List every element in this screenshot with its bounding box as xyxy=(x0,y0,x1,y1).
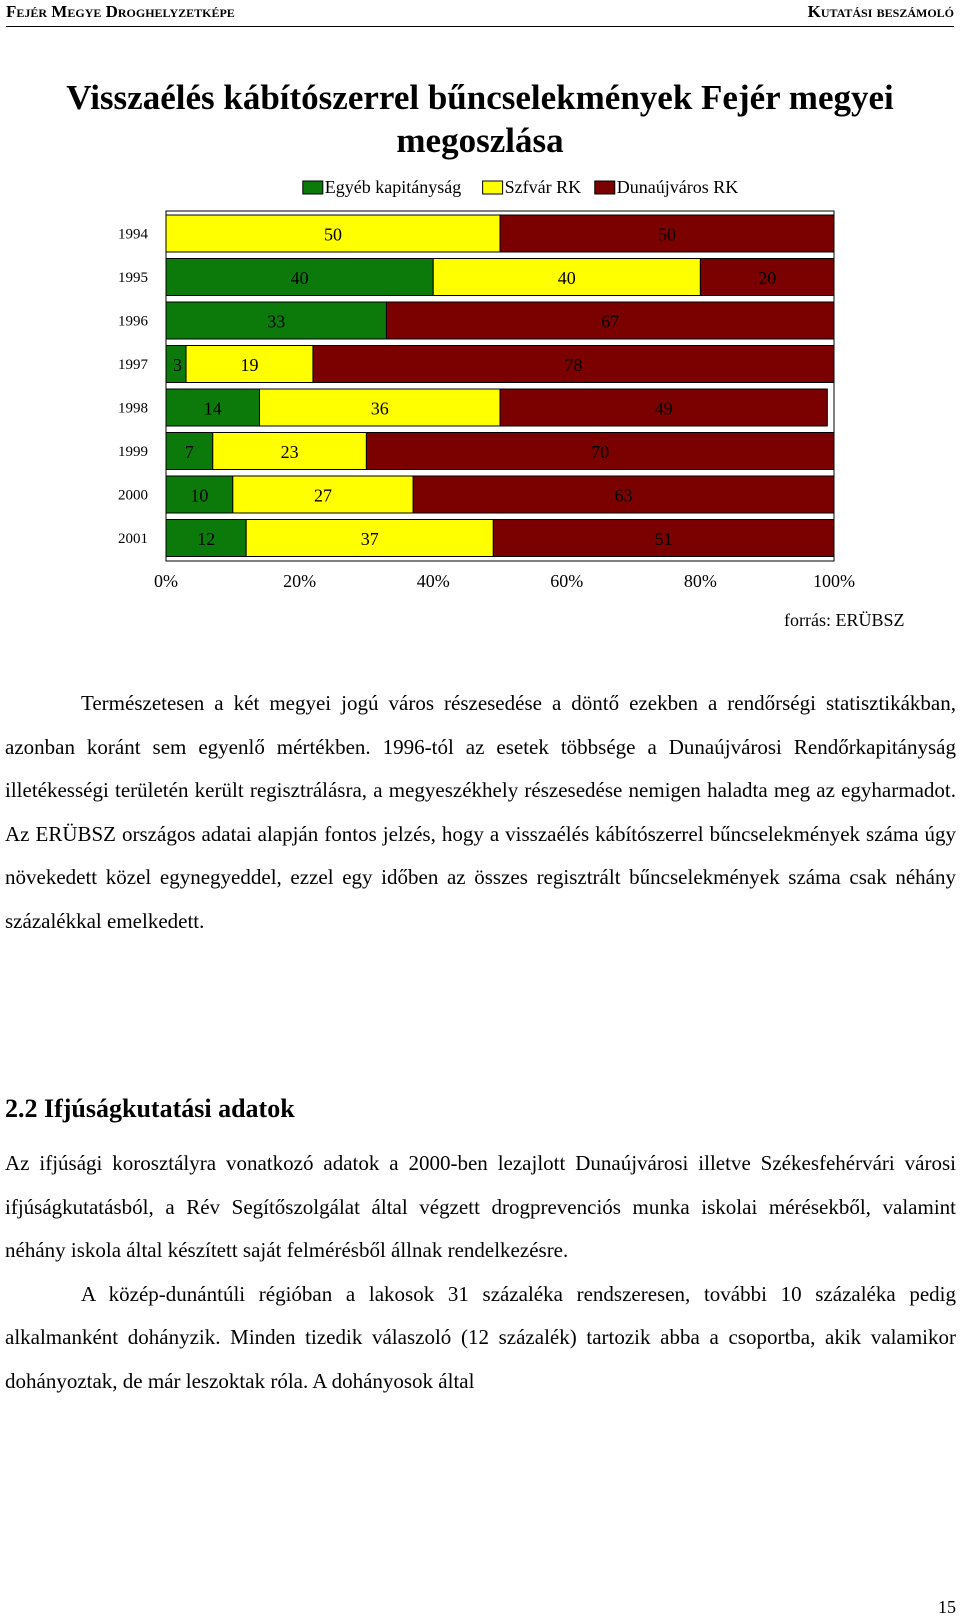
data-label-2000-2: 63 xyxy=(614,485,633,506)
category-label-1998: 1998 xyxy=(118,400,148,417)
x-tick-label-2: 40% xyxy=(416,571,450,591)
body-paragraph-block-1 xyxy=(5,682,956,943)
body-paragraph-2: Az ifjúsági korosztályra vonatkozó adatok a 2000-ben lezajlott Dunaújvárosi illetve Székesfehérvári városi ifjúságkutatásból, a Rév Segítőszolgálat által végzett drogprevenciós munka iskolai mérésekből, valamint néhány iskola által készített saját felmérésből állnak rendelkezésre. xyxy=(5,1151,956,1262)
legend-label-2: Dunaújváros RK xyxy=(616,177,739,197)
body-paragraph-3: A közép-dunántúli régióban a lakosok 31 százaléka rendszeresen, további 10 százaléka pedig alkalmanként dohányzik. Minden tizedik válaszoló (12 százalék) tartozik abba a csoportba, akik valamikor dohányoztak, de már leszoktak róla. A dohányosok által xyxy=(5,1281,956,1393)
data-label-1996-2: 67 xyxy=(601,311,620,332)
page-number: 15 xyxy=(938,1597,956,1617)
chart-source-note: forrás: ERÜBSZ xyxy=(784,610,905,630)
x-tick-label-5: 100% xyxy=(813,571,855,591)
body-paragraph-block-2 xyxy=(5,1142,956,1403)
data-label-1995-2: 20 xyxy=(758,268,777,288)
x-tick-label-4: 80% xyxy=(683,571,717,591)
running-header-left: Fejér Megye Droghelyzetképe xyxy=(6,2,235,21)
legend-swatch-0 xyxy=(303,181,323,194)
x-tick-label-0: 0% xyxy=(154,571,178,591)
category-label-2000: 2000 xyxy=(118,487,148,504)
category-label-2001: 2001 xyxy=(118,531,148,547)
category-label-1994: 1994 xyxy=(118,226,148,243)
data-label-1997-0: 3 xyxy=(173,355,182,375)
data-label-2001-2: 51 xyxy=(654,529,673,549)
stacked-bar-chart xyxy=(0,175,960,605)
data-label-1999-0: 7 xyxy=(184,442,194,462)
running-header xyxy=(6,0,954,27)
data-label-1998-1: 36 xyxy=(370,398,389,419)
data-label-1994-1: 50 xyxy=(324,224,342,245)
body-paragraph-1: Természetesen a két megyei jogú város részesedése a döntő ezekben a rendőrségi statisztikákban, azonban koránt sem egyenlő mértékben. 1996-tól az esetek többsége a Dunaújvárosi Rendőrkapitányság illetékességi területén került regisztrálásra, a megyeszékhely részesedése nemigen haladta meg az egyharmadot. Az ERÜBSZ országos adatai alapján fontos jelzés, hogy a visszaélés kábítószerrel bűncselekmények száma úgy növekedett közel egynegyeddel, ezzel egy időben az összes regisztrált bűncselekmények száma csak néhány százalékkal emelkedett. xyxy=(5,691,956,933)
data-label-1998-0: 14 xyxy=(203,398,222,419)
legend-label-0: Egyéb kapitányság xyxy=(324,177,462,197)
category-label-1995: 1995 xyxy=(118,270,148,286)
data-label-1999-1: 23 xyxy=(280,442,299,462)
category-label-1997: 1997 xyxy=(118,357,148,373)
x-tick-label-3: 60% xyxy=(550,571,584,591)
x-tick-label-1: 20% xyxy=(283,571,317,591)
data-label-2001-1: 37 xyxy=(360,529,379,549)
category-label-1996: 1996 xyxy=(118,313,148,330)
data-label-2000-0: 10 xyxy=(190,485,209,506)
data-label-1999-2: 70 xyxy=(591,442,610,462)
legend-swatch-1 xyxy=(483,181,503,194)
data-label-1995-0: 40 xyxy=(290,268,309,288)
chart-title: Visszaélés kábítószerrel bűncselekmények Fejér megyei megoszlása xyxy=(66,78,894,160)
data-label-2000-1: 27 xyxy=(313,485,332,506)
data-label-1995-1: 40 xyxy=(557,268,576,288)
data-label-1994-2: 50 xyxy=(658,224,676,245)
data-label-1998-2: 49 xyxy=(654,398,673,419)
data-label-1996-0: 33 xyxy=(267,311,286,332)
category-label-1999: 1999 xyxy=(118,444,148,460)
data-label-1997-1: 19 xyxy=(240,355,259,375)
data-label-1997-2: 78 xyxy=(564,355,583,375)
running-header-right: Kutatási beszámoló xyxy=(807,2,954,21)
legend-swatch-2 xyxy=(595,181,615,194)
data-label-2001-0: 12 xyxy=(197,529,216,549)
legend-label-1: Szfvár RK xyxy=(504,177,582,197)
section-heading: 2.2 Ifjúságkutatási adatok xyxy=(5,1094,295,1123)
